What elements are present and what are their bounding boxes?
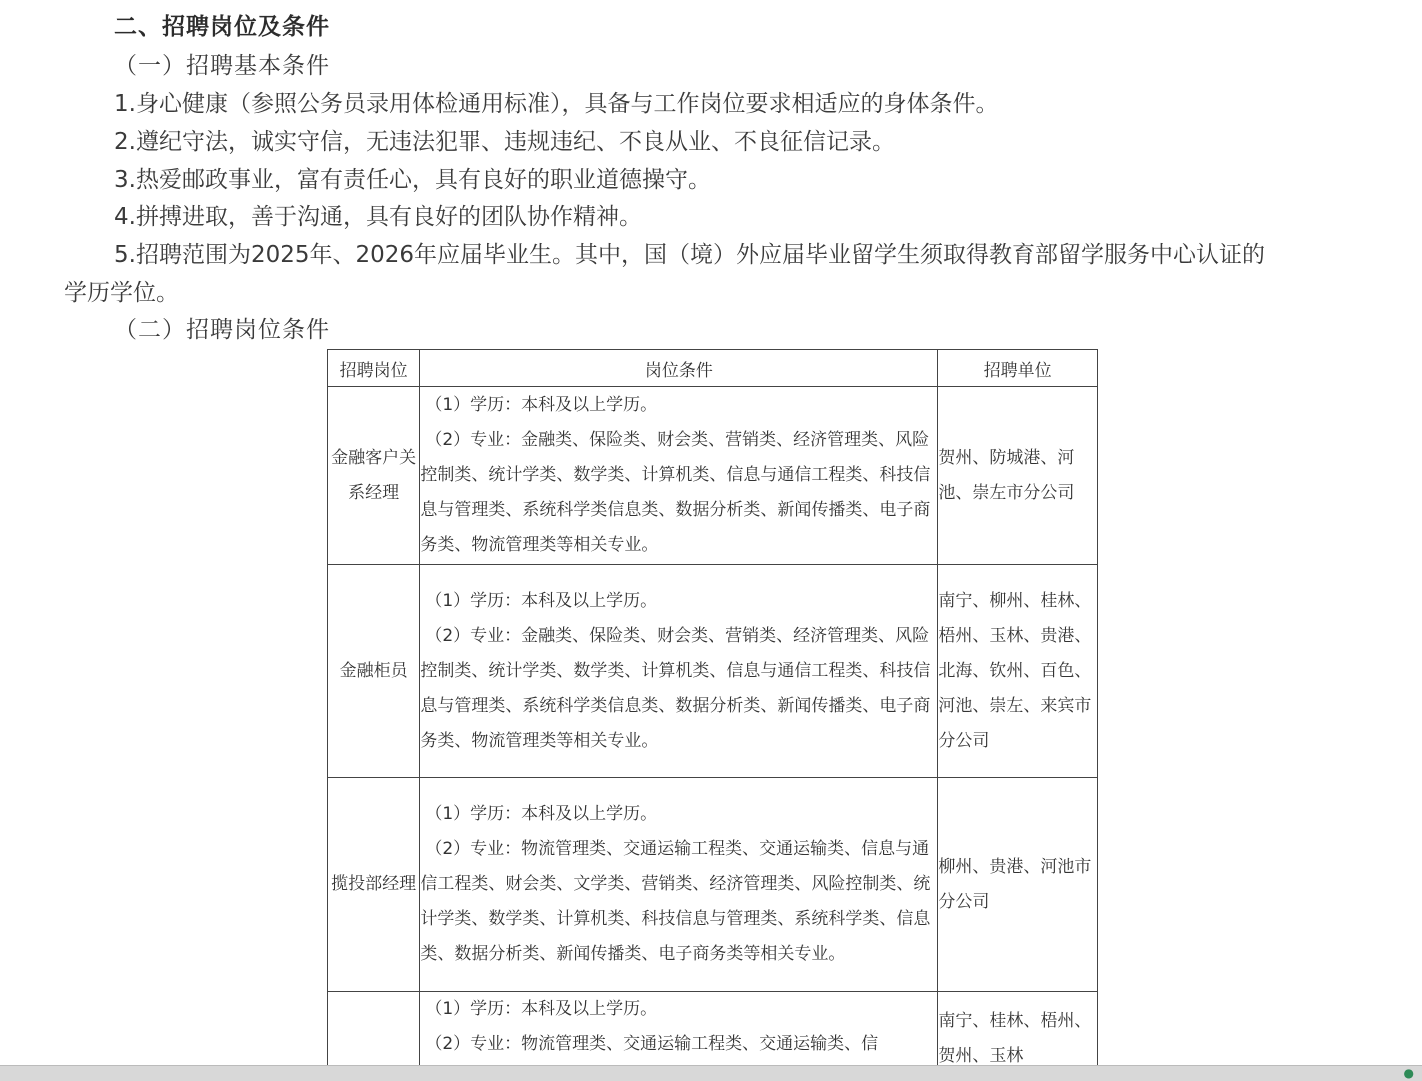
- header-conditions: 岗位条件: [420, 350, 938, 387]
- header-unit: 招聘单位: [938, 350, 1098, 387]
- education-requirement: （1）学历：本科及以上学历。: [425, 395, 658, 415]
- position-name: 金融客户关系经理: [328, 387, 420, 565]
- status-indicator-icon: ●: [1403, 1066, 1414, 1080]
- position-name: 揽投部经理: [328, 778, 420, 992]
- table-row: [328, 992, 1098, 1066]
- major-requirement: （2）专业：金融类、保险类、财会类、营销类、经济管理类、风险控制类、统计学类、数学类、计算机类、信息与通信工程类、科技信息与管理类、系统科学类信息类、数据分析类、新闻传播类、电子商务类、物流管理类等相关专业。: [420, 430, 931, 555]
- section-title: 二、招聘岗位及条件: [114, 14, 330, 40]
- condition-item-4: 4.拼搏进取，善于沟通，具有良好的团队协作精神。: [114, 204, 642, 230]
- education-requirement: （1）学历：本科及以上学历。: [425, 590, 658, 611]
- position-conditions: [420, 565, 938, 778]
- condition-item-5: 5.招聘范围为2025年、2026年应届毕业生。其中，国（境）外应届毕业留学生须取得教育部留学服务中心认证的: [114, 242, 1266, 268]
- recruiting-unit: 贺州、防城港、河池、崇左市分公司: [938, 387, 1098, 565]
- position-conditions: [420, 387, 938, 565]
- header-position: 招聘岗位: [328, 350, 420, 387]
- education-requirement: （1）学历：本科及以上学历。: [425, 999, 658, 1019]
- major-requirement: （2）专业：物流管理类、交通运输工程类、交通运输类、信: [425, 1034, 879, 1054]
- major-requirement: （2）专业：金融类、保险类、财会类、营销类、经济管理类、风险控制类、统计学类、数学类、计算机类、信息与通信工程类、科技信息与管理类、系统科学类信息类、数据分析类、新闻传播类、电子商务类、物流管理类等相关专业。: [420, 625, 931, 751]
- position-conditions-heading: （二）招聘岗位条件: [114, 317, 330, 343]
- condition-item-3: 3.热爱邮政事业，富有责任心，具有良好的职业道德操守。: [114, 167, 711, 193]
- major-requirement: （2）专业：物流管理类、交通运输工程类、交通运输类、信息与通信工程类、财会类、文学类、营销类、经济管理类、风险控制类、统计学类、数学类、计算机类、科技信息与管理类、系统科学类、信息类、数据分析类、新闻传播类、电子商务类等相关专业。: [420, 839, 931, 964]
- recruiting-unit: 南宁、桂林、梧州、贺州、玉林: [938, 992, 1098, 1066]
- education-requirement: （1）学历：本科及以上学历。: [425, 804, 658, 824]
- recruiting-unit: 柳州、贵港、河池市分公司: [938, 778, 1098, 992]
- condition-item-5-continued: 学历学位。: [64, 280, 179, 306]
- window-bottom-bar: [0, 1065, 1422, 1081]
- basic-conditions-heading: （一）招聘基本条件: [114, 53, 330, 79]
- position-name: [328, 992, 420, 1066]
- table-row: [328, 387, 1098, 565]
- positions-table: [327, 349, 1098, 1065]
- table-row: [328, 565, 1098, 778]
- position-conditions: [420, 778, 938, 992]
- position-name: 金融柜员: [328, 565, 420, 778]
- table-header-row: [328, 350, 1098, 387]
- condition-item-2: 2.遵纪守法，诚实守信，无违法犯罪、违规违纪、不良从业、不良征信记录。: [114, 129, 895, 155]
- recruiting-unit: 南宁、柳州、桂林、梧州、玉林、贵港、北海、钦州、百色、河池、崇左、来宾市分公司: [938, 565, 1098, 778]
- condition-item-1: 1.身心健康（参照公务员录用体检通用标准），具备与工作岗位要求相适应的身体条件。: [114, 91, 999, 117]
- table-row: [328, 778, 1098, 992]
- position-conditions: [420, 992, 938, 1066]
